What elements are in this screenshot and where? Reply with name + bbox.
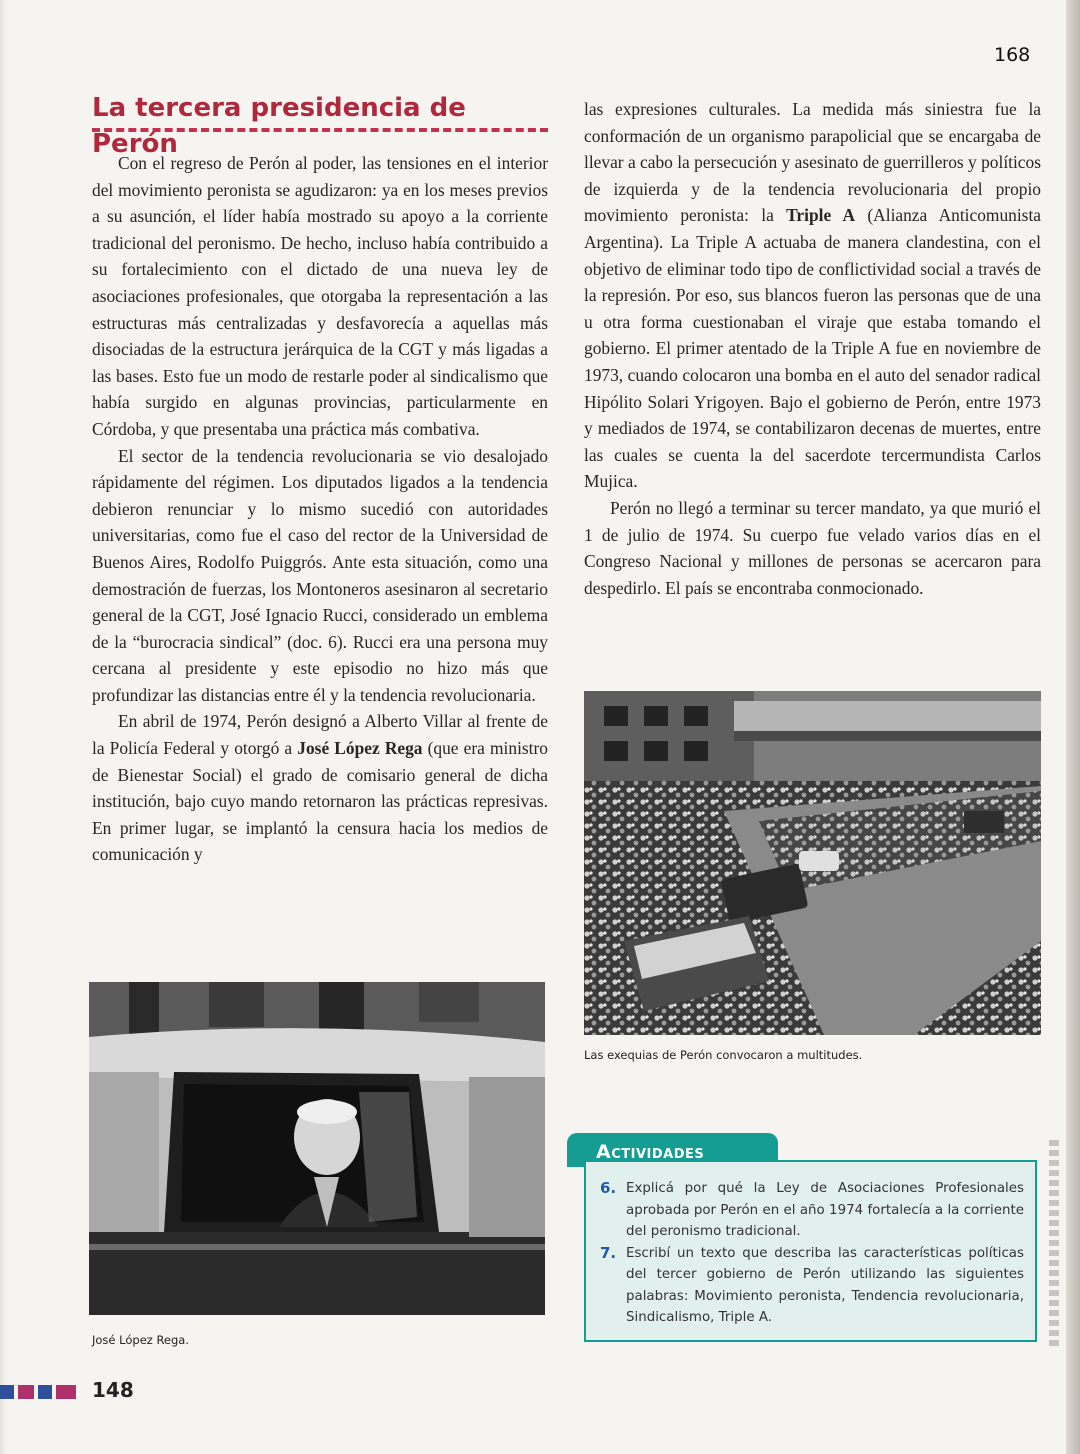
folio-bar-block — [38, 1385, 52, 1399]
activity-item — [600, 1243, 1024, 1329]
page-left-shadow — [0, 0, 6, 1454]
right-paragraph-1 — [584, 96, 1041, 495]
right-paragraph-1-end: (Alianza Anticomunista Argentina). La Triple A actuaba de manera clandestina, con el objetivo de eliminar todo tipo de conflictividad social a través de la represión. Por eso, sus blancos fueron las personas que de una u otra forma cuestionaban el viraje que estaba tomando el gobierno. El primer atentado de la Triple A fue en noviembre de 1973, cuando colocaron una bomba en el auto del senador radical Hipólito Solari Yrigoyen. Bajo el gobierno de Perón, entre 1973 y mediados de 1974, se contabilizaron decenas de muertes, entre las cuales se cuenta la del sacerdote tercermundista Carlos Mujica. — [584, 205, 1041, 492]
activity-text: Escribí un texto que describa las características políticas del tercer gobierno de Perón utilizando las siguientes palabras: Movimiento peronista, Tendencia revolucionaria, Sindicalismo, Triple A. — [626, 1245, 1024, 1325]
page-title: La tercera presidencia de Perón — [92, 93, 466, 159]
caption-lopez-rega: José López Rega. — [92, 1333, 190, 1347]
folio-bar-block — [0, 1385, 14, 1399]
lopez-rega-bold: José López Rega — [297, 738, 423, 759]
right-paragraph-2: Perón no llegó a terminar su tercer mandato, ya que murió el 1 de julio de 1974. Su cuerpo fue velado varios días en el Congreso Nacional y millones de personas se acercaron para despedirlo. El país se encontraba conmocionado. — [584, 497, 1041, 598]
folio-bar-block — [18, 1385, 34, 1399]
folio-bar-block — [56, 1385, 76, 1399]
right-column — [584, 96, 1041, 601]
left-paragraph-3 — [92, 708, 548, 868]
right-paragraph-1-start: las expresiones culturales. La medida más siniestra fue la conformación de un organismo parapolicial que se encargaba de llevar a cabo la persecución y asesinato de guerrilleros y políticos de izquierda y de la tendencia revolucionaria del propio movimiento peronista: la — [584, 99, 1041, 226]
left-paragraph-3-end: (que era ministro de Bienestar Social) el grado de comisario general de dicha institución, bajo cuyo mando retornaron las prácticas represivas. En primer lugar, se implantó la censura hacia los medios de comunicación y — [92, 738, 548, 865]
title-underline — [92, 128, 548, 132]
scan-page-number: 168 — [994, 44, 1031, 66]
activity-text: Explicá por qué la Ley de Asociaciones Profesionales aprobada por Perón en el año 1974 fortalecía a la corriente del peronismo tradicional. — [626, 1181, 1024, 1239]
activity-number: 6. — [600, 1179, 617, 1197]
activity-number: 7. — [600, 1243, 617, 1262]
lopez-rega-photo — [89, 982, 545, 1315]
activities-title: Actividades — [596, 1141, 705, 1163]
left-paragraph-2: El sector de la tendencia revolucionaria se vio desalojado rápidamente del régimen. Los diputados ligados a la tendencia debieron renunciar y lo mismo sucedió con autoridades universitarias, como fue el caso del rector de la Universidad de Buenos Aires, Rodolfo Puiggrós. Ante esta situación, como una demostración de fuerzas, los Montoneros asesinaron al secretario general de la CGT, José Ignacio Rucci, considerado un emblema de la “burocracia sindical” (doc. 6). Rucci era una persona muy cercana al presidente y este episodio no hizo más que profundizar las distancias entre él y la tendencia revolucionaria. — [92, 445, 548, 705]
left-paragraph-3-start: En abril de 1974, Perón designó a Alberto Villar al frente de la Policía Federal y otorgó a — [92, 711, 548, 759]
left-column — [92, 150, 548, 868]
activities-list — [600, 1178, 1024, 1329]
funeral-photo — [584, 691, 1041, 1035]
side-print-strip — [1049, 1140, 1059, 1350]
triple-a-bold: Triple A — [786, 205, 856, 226]
left-paragraph-1: Con el regreso de Perón al poder, las tensiones en el interior del movimiento peronista se agudizaron: ya en los meses previos a su asunción, el líder había mostrado su apoyo a la corriente tradicional del peronismo. De hecho, incluso había contribuido a su fortalecimiento con el dictado de una nueva ley de asociaciones profesionales, que otorgaba la representación a las estructuras más centralizadas y desfavorecía a aquellas más disociadas de la estructura jerárquica de la CGT y más ligadas a las bases. Esto fue un modo de restarle poder al sindicalismo que había surgido en algunas provincias, particularmente en Córdoba, y que presentaba una práctica más combativa. — [92, 153, 548, 439]
folio-page-number: 148 — [92, 1378, 134, 1402]
caption-funeral: Las exequias de Perón convocaron a multitudes. — [584, 1048, 863, 1062]
page-right-edge — [1066, 0, 1080, 1454]
activity-item — [600, 1178, 1024, 1243]
